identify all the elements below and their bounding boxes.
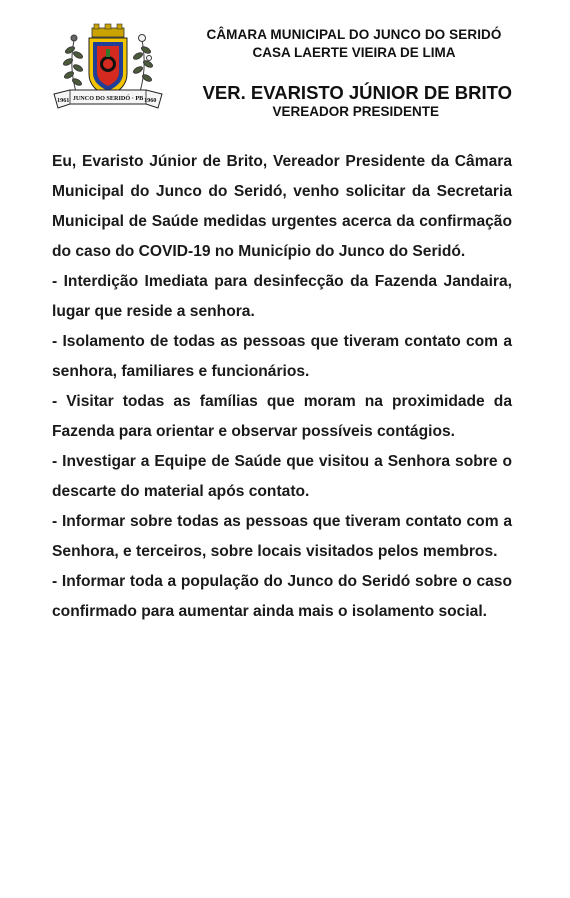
request-item: - Informar sobre todas as pessoas que tiveram contato com a Senhora, e terceiros, sobre locais visitados pelos membros. — [52, 513, 512, 560]
request-item: - Isolamento de todas as pessoas que tiveram contato com a senhora, familiares e funcionários. — [52, 333, 512, 380]
request-item: - Informar toda a população do Junco do Seridó sobre o caso confirmado para aumentar ainda mais o isolamento social. — [52, 573, 512, 620]
councilor-role: VEREADOR PRESIDENTE — [272, 104, 439, 119]
councilor-name: VER. EVARISTO JÚNIOR DE BRITO — [202, 82, 512, 103]
crest-year-left: 1961 — [57, 97, 70, 104]
request-item: - Investigar a Equipe de Saúde que visitou a Senhora sobre o descarte do material após contato. — [52, 453, 512, 500]
crest-emblem — [48, 22, 166, 114]
chamber-name: CÂMARA MUNICIPAL DO JUNCO DO SERIDÓ — [206, 27, 502, 42]
request-item: - Interdição Imediata para desinfecção da Fazenda Jandaira, lugar que reside a senhora. — [52, 273, 512, 320]
request-item: - Visitar todas as famílias que moram na proximidade da Fazenda para orientar e observar possíveis contágios. — [52, 393, 512, 440]
municipal-crest-logo — [48, 22, 166, 114]
letterhead — [166, 26, 542, 62]
house-name: CASA LAERTE VIEIRA DE LIMA — [252, 45, 456, 60]
intro-paragraph: Eu, Evaristo Júnior de Brito, Vereador Presidente da Câmara Municipal do Junco do Seridó, venho solicitar da Secretaria Municipal de Saúde medidas urgentes acerca da confirmação do caso do COVID-19 no Município do Junco do Seridó. — [52, 153, 512, 260]
crest-year-right: 1960 — [144, 97, 157, 104]
crest-ribbon-text: JUNCO DO SERIDÓ · PB — [72, 95, 144, 102]
letter-body — [52, 147, 512, 627]
